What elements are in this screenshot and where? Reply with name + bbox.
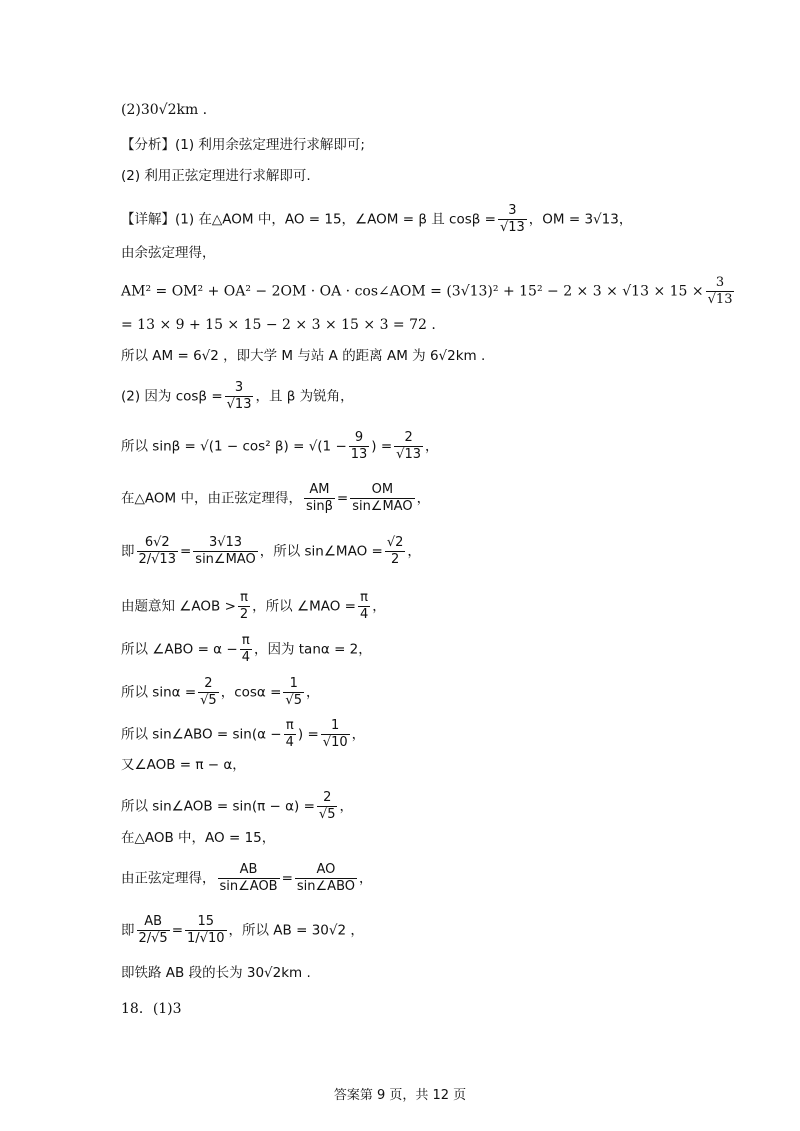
- fraction: $\frac{AO}{\text{sin∠ABO}}$: [296, 862, 355, 894]
- detail-1: 【详解】(1) 在△AOM 中，AO = 15，∠AOM = β 且 cosβ = $\frac{3}{√13}$ ，OM = 3√13，: [121, 203, 633, 235]
- fraction: $\frac{AB}{\text{sin∠AOB}}$: [219, 862, 278, 894]
- sine-rule-aom: 在△AOM 中，由正弦定理得， $\frac{AM}{\sin\beta}$ = $\frac{OM}{\text{sin∠MAO}}$ ，: [121, 482, 431, 514]
- analysis-1: 【分析】(1) 利用余弦定理进行求解即可;: [121, 137, 365, 153]
- fraction: $\frac{1}{√5}$: [285, 676, 302, 708]
- fraction: $\frac{AM}{\sin\beta}$: [305, 482, 333, 514]
- fraction: $\frac{OM}{\text{sin∠MAO}}$: [352, 482, 413, 514]
- fraction: $\frac{\pi}{2}$: [239, 590, 249, 622]
- answer-part-2: (2)30√2km .: [121, 102, 208, 118]
- final-answer: 即铁路 AB 段的长为 30√2km .: [121, 965, 311, 981]
- sin-abo: 所以 sin∠ABO = sin(α − $\frac{\pi}{4}$ ) = $\frac{1}{√10}$ ，: [121, 718, 366, 750]
- sine-rule-aob: 由正弦定理得， $\frac{AB}{\text{sin∠AOB}}$ = $\frac{AO}{\text{sin∠ABO}}$ ，: [121, 862, 373, 894]
- cosine-rule-result: = 13 × 9 + 15 × 15 − 2 × 3 × 15 × 3 = 72 .: [121, 317, 436, 333]
- fraction: $\frac{15}{1/√10}$: [187, 914, 225, 946]
- distance-conclusion: 所以 AM = 6√2 ，即大学 M 与站 A 的距离 AM 为 6√2km .: [121, 348, 486, 364]
- fraction: $\frac{√2}{2}$: [386, 535, 404, 567]
- part2-cos: (2) 因为 cosβ = $\frac{3}{√13}$ ，且 β 为锐角，: [121, 380, 354, 412]
- analysis-2: (2) 利用正弦定理进行求解即可.: [121, 168, 311, 184]
- fraction: $\frac{3}{√13}$: [707, 275, 733, 307]
- fraction: $\frac{AB}{2/√5}$: [138, 914, 168, 946]
- sine-mao: 即 $\frac{6√2}{2/√13}$ = $\frac{3√13}{\text{sin∠MAO}}$ ，所以 sin∠MAO = $\frac{√2}{2}$ ，: [121, 535, 421, 567]
- triangle-aob: 在△AOB 中，AO = 15，: [121, 830, 276, 846]
- question-18: 18．(1)3: [121, 1001, 182, 1017]
- angle-abo: 所以 ∠ABO = α − $\frac{\pi}{4}$ ，因为 tanα = 2，: [121, 633, 372, 665]
- part2-sin: 所以 sinβ = √(1 − cos² β) = √(1 − $\frac{9}{13}$ ) = $\frac{2}{√13}$ ，: [121, 430, 439, 462]
- angle-aob: 由题意知 ∠AOB > $\frac{\pi}{2}$ ，所以 ∠MAO = $\frac{\pi}{4}$ ，: [121, 590, 386, 622]
- page-footer: 答案第 9 页，共 12 页: [333, 1088, 467, 1103]
- fraction: $\frac{\pi}{4}$: [241, 633, 250, 665]
- cosine-rule-equation: AM² = OM² + OA² − 2OM · OA · cos∠AOM = (3√13)² + 15² − 2 × 3 × √13 × 15 × $\frac{3}{√13}$: [121, 275, 733, 307]
- sin-cos-alpha: 所以 sinα = $\frac{2}{√5}$ ，cosα = $\frac{1}{√5}$ ，: [121, 676, 320, 708]
- fraction: $\frac{9}{13}$: [350, 430, 368, 462]
- angle-aob-relation: 又∠AOB = π − α，: [121, 757, 246, 773]
- fraction: $\frac{2}{√13}$: [396, 430, 421, 462]
- fraction: $\frac{1}{√10}$: [322, 718, 348, 750]
- fraction: $\frac{2}{√5}$: [318, 790, 336, 822]
- fraction: $\frac{3√13}{\text{sin∠MAO}}$: [195, 535, 256, 567]
- fraction: $\frac{3}{√13}$: [499, 203, 525, 235]
- ab-calculation: 即 $\frac{AB}{2/√5}$ = $\frac{15}{1/√10}$ ，所以 AB = 30√2 ，: [121, 914, 364, 946]
- fraction: $\frac{\pi}{4}$: [285, 718, 294, 750]
- fraction: $\frac{2}{√5}$: [200, 676, 217, 708]
- fraction: $\frac{\pi}{4}$: [359, 590, 369, 622]
- fraction: $\frac{3}{√13}$: [226, 380, 252, 412]
- fraction: $\frac{6√2}{2/√13}$: [138, 535, 176, 567]
- sin-aob: 所以 sin∠AOB = sin(π − α) = $\frac{2}{√5}$ ，: [121, 790, 353, 822]
- cosine-rule-intro: 由余弦定理得，: [121, 245, 216, 261]
